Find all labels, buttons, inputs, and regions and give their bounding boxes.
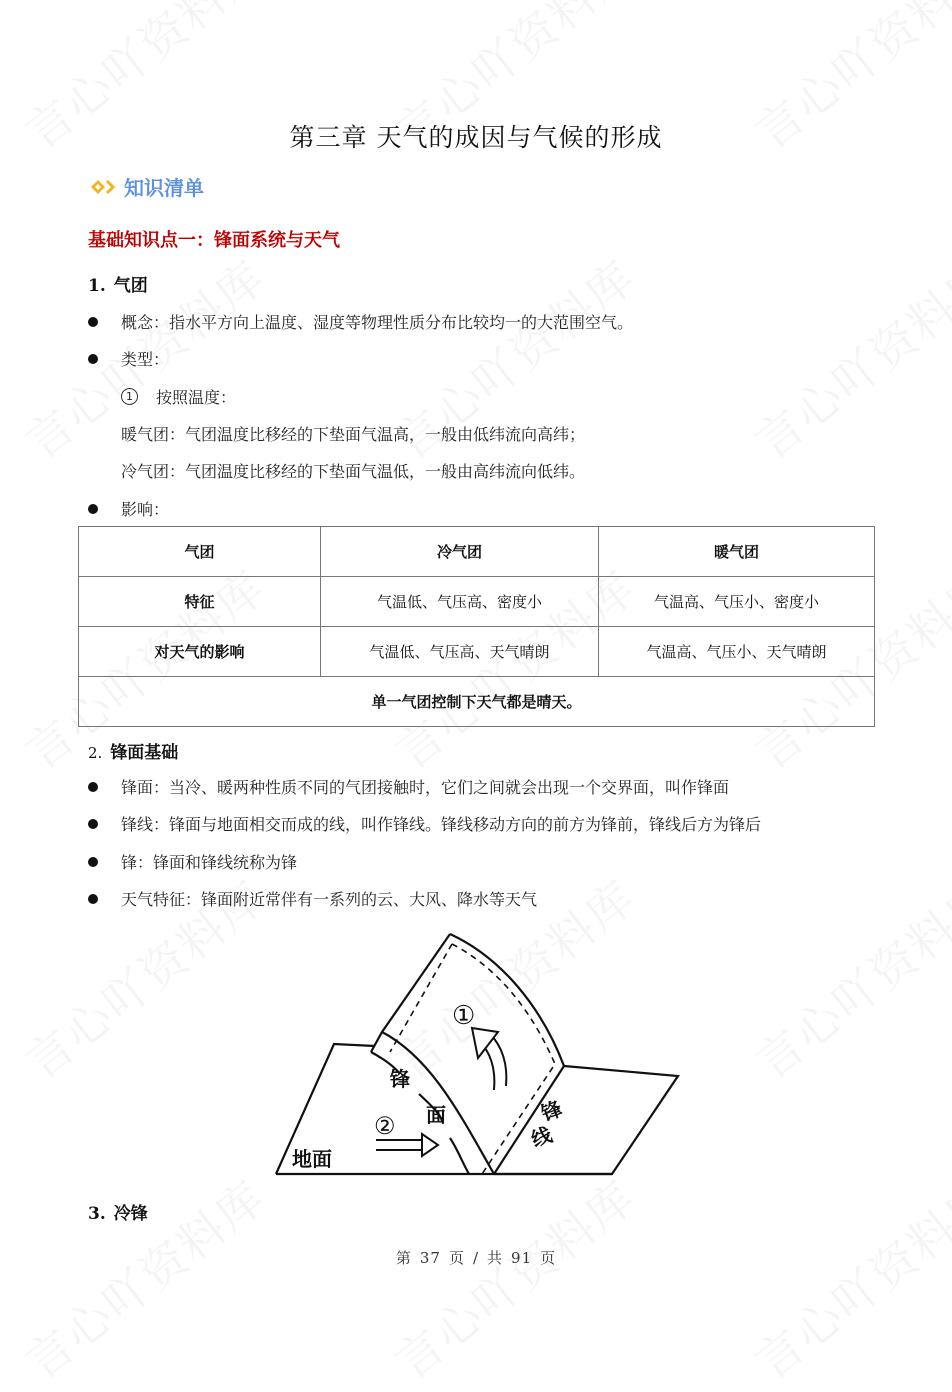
bullet-dot-icon	[88, 317, 98, 327]
diagram-label-front-surface: 锋	[390, 1067, 410, 1091]
table-footer-cell: 单一气团控制下天气都是晴天。	[79, 677, 875, 727]
diagram-label-ground: 地面	[292, 1147, 332, 1171]
bullet-front-surface	[88, 775, 729, 798]
table-cell: 气温高、气压小、密度小	[599, 577, 875, 627]
diagram-label-front-surface: 面	[426, 1103, 446, 1127]
bullet-dot-icon	[88, 857, 98, 867]
bullet-dot-icon	[88, 819, 98, 829]
heading-front-basics	[88, 738, 178, 763]
diamond-chevron-icon	[90, 179, 118, 195]
warm-air-mass-text: 暖气团：气团温度比移经的下垫面气温高，一般由低纬流向高纬；	[121, 425, 586, 444]
bullet-dot-icon	[88, 504, 98, 514]
section-title: 基础知识点一：锋面系统与天气	[88, 230, 340, 251]
cold-air-mass-text: 冷气团：气团温度比移经的下垫面气温低，一般由高纬流向低纬。	[121, 462, 586, 481]
table-row-label: 特征	[79, 577, 321, 627]
type-item-temperature	[121, 385, 236, 408]
current-page-number: 37	[419, 1249, 441, 1267]
table-footer-row	[79, 677, 875, 727]
bullet-text: 影响：	[121, 500, 170, 519]
diagram-label-front-line: 线	[528, 1122, 556, 1152]
circled-number-icon: 1	[121, 388, 138, 405]
page-title: 第三章 天气的成因与气候的形成	[289, 123, 663, 152]
bullet-text: 锋线：锋面与地面相交而成的线，叫作锋线。锋线移动方向的前方为锋前，锋线后方为锋后	[121, 815, 762, 834]
bullet-types	[88, 347, 169, 370]
bullet-dot-icon	[88, 354, 98, 364]
table-header-row	[79, 527, 875, 577]
bullet-influence	[88, 497, 169, 520]
table-header-cell: 气团	[79, 527, 321, 577]
page-footer	[0, 1247, 952, 1268]
front-diagram	[272, 928, 682, 1184]
table-header-cell: 暖气团	[599, 527, 875, 577]
heading-number: 2.	[88, 744, 103, 762]
diagram-label-front-line: 锋	[538, 1096, 566, 1126]
table-row	[79, 577, 875, 627]
table-row-label: 对天气的影响	[79, 627, 321, 677]
bullet-text: 锋面：当冷、暖两种性质不同的气团接触时，它们之间就会出现一个交界面，叫作锋面	[121, 778, 730, 797]
bullet-text: 锋：锋面和锋线统称为锋	[121, 853, 298, 872]
bullet-weather-features	[88, 887, 537, 910]
heading-number: 3.	[88, 1204, 106, 1224]
heading-text: 锋面基础	[110, 743, 179, 763]
diagram-label-2: ②	[374, 1112, 396, 1140]
knowledge-list-label: 知识清单	[124, 176, 204, 200]
table-row	[79, 627, 875, 677]
bullet-dot-icon	[88, 782, 98, 792]
table-cell: 气温高、气压小、天气晴朗	[599, 627, 875, 677]
bullet-front-line	[88, 812, 761, 835]
table-cell: 气温低、气压高、天气晴朗	[321, 627, 599, 677]
heading-cold-front	[88, 1199, 148, 1224]
bullet-dot-icon	[88, 894, 98, 904]
total-page-number: 91	[511, 1249, 533, 1267]
bullet-concept	[88, 310, 633, 333]
bullet-front	[88, 850, 297, 873]
heading-air-mass	[88, 271, 148, 296]
bullet-text: 类型：	[121, 350, 170, 369]
table-header-cell: 冷气团	[321, 527, 599, 577]
footer-text: 页	[448, 1249, 465, 1267]
table-cell: 气温低、气压高、密度小	[321, 577, 599, 627]
type-item-label: 按照温度：	[156, 388, 237, 407]
air-mass-table	[78, 526, 875, 727]
heading-text: 气团	[113, 276, 148, 296]
footer-text: 第	[395, 1249, 412, 1267]
bullet-text: 概念：指水平方向上温度、湿度等物理性质分布比较均一的大范围空气。	[121, 313, 634, 332]
bullet-text: 天气特征：锋面附近常伴有一系列的云、大风、降水等天气	[121, 890, 538, 909]
footer-text: 页	[540, 1249, 557, 1267]
footer-separator: /	[472, 1249, 480, 1267]
footer-text: 共	[487, 1249, 504, 1267]
heading-text: 冷锋	[113, 1204, 148, 1224]
diagram-label-1: ①	[452, 1001, 476, 1031]
heading-number: 1.	[88, 276, 106, 296]
knowledge-list-header	[90, 172, 204, 201]
